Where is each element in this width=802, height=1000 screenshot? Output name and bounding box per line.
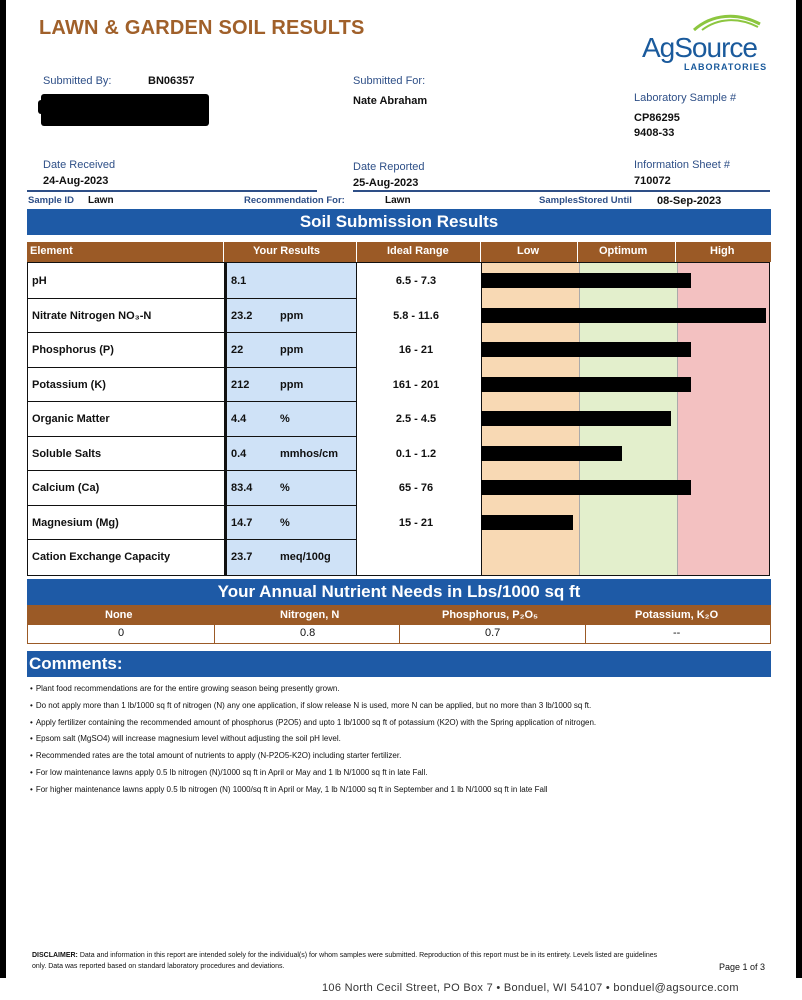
row-divider bbox=[28, 436, 356, 437]
recommendation-value: Lawn bbox=[385, 195, 411, 206]
row-element: Phosphorus (P) bbox=[32, 344, 114, 356]
header-high: High bbox=[710, 245, 735, 257]
level-bar bbox=[481, 515, 573, 530]
row-element: Organic Matter bbox=[32, 413, 110, 425]
row-value: 212 bbox=[231, 378, 250, 391]
comment-item: • Do not apply more than 1 lb/1000 sq ft of nitrogen (N) any one application, if slow release N is used, more N can be applied, but no more than 3 lb/1000 sq ft. bbox=[30, 700, 770, 717]
needs-header bbox=[27, 605, 771, 625]
row-value: 8.1 bbox=[231, 275, 247, 287]
date-received-label: Date Received bbox=[43, 159, 116, 171]
row-divider bbox=[28, 539, 356, 540]
row-divider bbox=[28, 470, 356, 471]
needs-header-none: None bbox=[105, 609, 133, 621]
row-ideal-range: 161 - 201 bbox=[392, 378, 440, 391]
needs-value-none: 0 bbox=[118, 627, 125, 639]
lab-sample-label: Laboratory Sample # bbox=[634, 92, 737, 104]
row-unit: % bbox=[280, 516, 290, 529]
comment-item: • Recommended rates are the total amount of nutrients to apply (N-P2O5-K2O) including starter fertilizer. bbox=[30, 750, 770, 767]
header-ideal-range: Ideal Range bbox=[387, 245, 449, 257]
disclaimer-text: Data and information in this report are intended solely for the individual(s) for whom samples were submitted. Reproduction of this report must be in its entirety. Levels listed are guidelines only. Data was reported based on standard laboratory procedures and deviations. bbox=[32, 952, 658, 970]
level-bar bbox=[481, 342, 691, 357]
comments-list bbox=[30, 683, 770, 801]
row-element: Calcium (Ca) bbox=[32, 482, 100, 494]
header-optimum: Optimum bbox=[599, 245, 648, 257]
divider bbox=[27, 190, 317, 192]
row-value: 4.4 bbox=[231, 413, 247, 425]
level-bar bbox=[481, 377, 691, 392]
row-value: 14.7 bbox=[231, 516, 253, 529]
address-footer bbox=[0, 978, 802, 1000]
row-ideal-range: 2.5 - 4.5 bbox=[395, 413, 437, 425]
submitted-for-label: Submitted For: bbox=[353, 75, 426, 87]
page-number: Page 1 of 3 bbox=[719, 962, 766, 972]
needs-value-potassium: -- bbox=[673, 627, 681, 639]
row-ideal-range: 0.1 - 1.2 bbox=[395, 447, 437, 460]
row-element: Cation Exchange Capacity bbox=[32, 551, 171, 563]
row-unit: ppm bbox=[280, 309, 304, 322]
date-reported-label: Date Reported bbox=[353, 161, 425, 173]
lab-sample-value-1: CP86295 bbox=[634, 112, 680, 124]
level-bar bbox=[481, 446, 622, 461]
row-divider bbox=[28, 505, 356, 506]
row-divider bbox=[28, 367, 356, 368]
comment-item: • For higher maintenance lawns apply 0.5 lb nitrogen (N) 1000/sq ft in April or May, 1 lb N/1000 sq ft in September and 1 lb N/1000 sq ft in late Fall bbox=[30, 784, 770, 801]
level-bar bbox=[481, 480, 691, 495]
row-element: Potassium (K) bbox=[32, 378, 106, 391]
row-value: 23.7 bbox=[231, 551, 253, 563]
recommendation-label: Recommendation For: bbox=[244, 195, 345, 206]
row-unit: % bbox=[280, 413, 290, 425]
needs-value-nitrogen: 0.8 bbox=[300, 627, 316, 639]
lab-sample-value-2: 9408-33 bbox=[634, 127, 675, 139]
row-element: Nitrate Nitrogen NO₃-N bbox=[32, 309, 152, 322]
needs-value-phosphorus: 0.7 bbox=[485, 627, 501, 639]
row-value: 83.4 bbox=[231, 482, 253, 494]
comment-item: • For low maintenance lawns apply 0.5 lb nitrogen (N)/1000 sq ft in April or May and 1 lb N/1000 sq ft in late Fall. bbox=[30, 767, 770, 784]
row-ideal-range: 6.5 - 7.3 bbox=[395, 275, 437, 287]
leaf-swoosh-icon bbox=[692, 12, 762, 32]
submitted-for-value: Nate Abraham bbox=[353, 95, 428, 107]
disclaimer bbox=[32, 950, 672, 972]
needs-title: Your Annual Nutrient Needs in Lbs/1000 sq ft bbox=[27, 579, 771, 605]
logo-brand: AgSource bbox=[642, 32, 757, 63]
comment-item: • Plant food recommendations are for the entire growing season being presently grown. bbox=[30, 683, 770, 700]
sample-id-value: Lawn bbox=[88, 195, 114, 206]
sample-id-label: Sample ID bbox=[28, 195, 74, 206]
row-unit: mmhos/cm bbox=[280, 447, 339, 460]
level-bar bbox=[481, 411, 671, 426]
header-element: Element bbox=[30, 245, 73, 257]
row-value: 22 bbox=[231, 344, 244, 356]
header-low: Low bbox=[517, 245, 539, 257]
stored-until-value: 08-Sep-2023 bbox=[657, 195, 722, 207]
row-divider bbox=[28, 332, 356, 333]
results-header bbox=[27, 242, 771, 262]
needs-values bbox=[27, 625, 771, 644]
row-element: Magnesium (Mg) bbox=[32, 516, 119, 529]
results-title: Soil Submission Results bbox=[27, 209, 771, 235]
disclaimer-label: DISCLAIMER: bbox=[32, 952, 78, 959]
row-unit: meq/100g bbox=[280, 551, 331, 563]
row-unit: % bbox=[280, 482, 290, 494]
redacted-block bbox=[41, 94, 209, 126]
submitted-by-value: BN06357 bbox=[148, 75, 195, 87]
needs-header-phosphorus: Phosphorus, P₂O₅ bbox=[442, 609, 539, 621]
row-element: pH bbox=[32, 275, 47, 287]
row-element: Soluble Salts bbox=[32, 447, 102, 460]
date-received-value: 24-Aug-2023 bbox=[43, 175, 109, 187]
report-page bbox=[6, 0, 796, 978]
agsource-logo bbox=[642, 12, 767, 74]
row-value: 0.4 bbox=[231, 447, 247, 460]
needs-header-nitrogen: Nitrogen, N bbox=[280, 609, 340, 621]
comment-item: • Epsom salt (MgSO4) will increase magnesium level without adjusting the soil pH level. bbox=[30, 733, 770, 750]
level-bar bbox=[481, 273, 691, 288]
row-ideal-range: 15 - 21 bbox=[398, 516, 434, 529]
submitted-by-label: Submitted By: bbox=[43, 75, 112, 87]
row-divider bbox=[28, 401, 356, 402]
row-ideal-range: 16 - 21 bbox=[398, 344, 434, 356]
comments-title: Comments: bbox=[27, 651, 771, 677]
results-table bbox=[27, 262, 770, 576]
row-unit: ppm bbox=[280, 378, 304, 391]
row-divider bbox=[28, 298, 356, 299]
info-sheet-label: Information Sheet # bbox=[634, 159, 731, 171]
needs-header-potassium: Potassium, K₂O bbox=[635, 609, 719, 621]
stored-until-label: SamplesStored Until bbox=[539, 195, 632, 206]
row-unit: ppm bbox=[280, 344, 304, 356]
divider bbox=[353, 190, 770, 192]
logo-subtitle: LABORATORIES bbox=[684, 62, 768, 72]
header-your-results: Your Results bbox=[253, 245, 321, 257]
lab-address: 106 North Cecil Street, PO Box 7 • Bonduel, WI 54107 • bonduel@agsource.com bbox=[322, 982, 739, 994]
row-ideal-range: 65 - 76 bbox=[398, 482, 434, 494]
row-ideal-range: 5.8 - 11.6 bbox=[393, 309, 439, 322]
row-value: 23.2 bbox=[231, 309, 253, 322]
comment-item: • Apply fertilizer containing the recommended amount of phosphorus (P2O5) and upto 1 lb/1000 sq ft of potassium (K2O) with the Spring application of nitrogen. bbox=[30, 717, 770, 734]
level-bar bbox=[481, 308, 766, 323]
date-reported-value: 25-Aug-2023 bbox=[353, 177, 419, 189]
info-sheet-value: 710072 bbox=[634, 175, 671, 187]
report-title: LAWN & GARDEN SOIL RESULTS bbox=[39, 17, 365, 39]
